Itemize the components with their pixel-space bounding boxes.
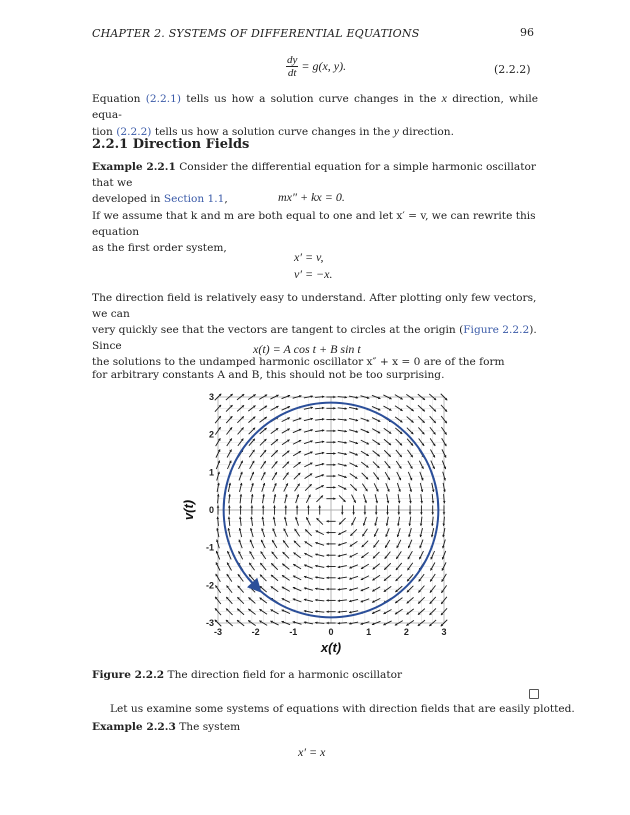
section-title: Direction Fields: [132, 137, 250, 152]
direction-arrow-head: [326, 543, 328, 546]
direction-arrow-head: [338, 622, 340, 625]
direction-arrow-head: [333, 407, 335, 410]
direction-arrow-head: [322, 395, 324, 398]
text-line: If we assume that k and m are both equal to one and let x′ = v, we can rewrite this equation: [92, 210, 536, 238]
text: Equation: [92, 93, 146, 105]
figure-link-2-2-2[interactable]: Figure 2.2.2: [463, 324, 530, 336]
direction-arrow-head: [217, 494, 220, 496]
math-var: y: [393, 124, 399, 138]
direction-arrow-head: [228, 517, 231, 519]
system-equation-1: x′ = v,: [294, 250, 324, 264]
direction-arrow-head: [228, 505, 231, 507]
y-tick-label: 0: [208, 505, 214, 515]
x-tick-label: 0: [328, 627, 334, 637]
equation-number: (2.2.2): [494, 63, 531, 76]
direction-arrow-head: [432, 501, 435, 503]
direction-arrow-head: [326, 531, 328, 534]
direction-arrow-head: [420, 524, 423, 526]
direction-arrow-head: [333, 497, 335, 500]
running-header-chapter: CHAPTER 2. SYSTEMS OF DIFFERENTIAL EQUATIONS: [92, 27, 420, 40]
example-2-2-3: [92, 719, 240, 735]
system-equation-2: v′ = −x.: [294, 267, 333, 281]
y-tick-label: 3: [208, 392, 214, 402]
text: The system: [175, 721, 241, 733]
fraction-dy-dt: [286, 54, 298, 79]
direction-arrow-head: [326, 588, 328, 591]
direction-arrow-head: [217, 505, 220, 507]
direction-arrow-head: [397, 512, 400, 514]
direction-arrow-head: [326, 576, 328, 579]
section-link-1-1[interactable]: Section 1.1: [163, 193, 225, 205]
direction-arrow-head: [315, 621, 317, 624]
direction-arrow-head: [333, 463, 335, 466]
direction-arrow-head: [409, 512, 412, 514]
direction-arrow-head: [262, 505, 265, 507]
direction-arrow-head: [341, 512, 344, 514]
x-tick-label: -3: [213, 627, 223, 637]
direction-arrow-head: [352, 512, 355, 514]
text: direction.: [398, 126, 454, 138]
direction-arrow-head: [364, 512, 367, 514]
direction-arrow-head: [333, 452, 335, 455]
equation-link-2-2-2[interactable]: (2.2.2): [116, 126, 152, 138]
direction-arrow-head: [333, 475, 335, 478]
first-order-system: [294, 249, 332, 283]
paragraph-examine-systems: Let us examine some systems of equations with direction fields that are easily plotted.: [110, 703, 575, 715]
direction-arrow-head: [326, 520, 328, 523]
direction-arrow-head: [307, 505, 310, 507]
fraction-denominator: dt: [287, 67, 297, 79]
x-tick-label: -2: [251, 627, 260, 637]
direction-arrow-head: [443, 501, 446, 503]
text: ,: [224, 193, 228, 205]
figure-label: Figure 2.2.2: [92, 669, 165, 681]
direction-arrow-head: [333, 430, 335, 433]
direction-arrow-head: [284, 505, 287, 507]
direction-arrow-head: [333, 396, 335, 399]
equation-link-2-2-1[interactable]: (2.2.1): [145, 93, 181, 105]
direction-arrow-head: [386, 512, 389, 514]
direction-arrow-head: [443, 512, 446, 514]
figure-caption: [92, 667, 402, 683]
direction-arrow-head: [322, 418, 324, 421]
paragraph-direction-field: [92, 290, 538, 370]
y-tick-label: -2: [205, 580, 214, 591]
paragraph-equation-explanation: [92, 90, 538, 140]
direction-arrow-head: [326, 599, 328, 602]
direction-arrow-head: [315, 599, 317, 602]
figure-caption-text: The direction field for a harmonic oscillator: [164, 669, 403, 681]
x-tick-label: -1: [289, 627, 298, 637]
text: ). Since: [92, 324, 537, 352]
direction-arrow-head: [375, 512, 378, 514]
equation-oscillator: mx″ + kx = 0.: [278, 190, 345, 204]
text: developed in: [92, 193, 164, 205]
direction-arrow-head: [326, 554, 328, 557]
text: tion: [92, 126, 117, 138]
direction-arrow-head: [239, 505, 242, 507]
general-solution: x(t) = A cos t + B sin t: [253, 342, 361, 356]
direction-arrow-head: [345, 419, 347, 422]
direction-arrow-head: [326, 622, 328, 625]
math-var: x: [441, 91, 447, 105]
direction-arrow-head: [216, 517, 219, 519]
direction-arrow-head: [338, 599, 340, 602]
text: direction, while equa-: [92, 93, 538, 121]
text: Consider the differential equation for a simple harmonic oscillator that we: [92, 161, 536, 189]
text-line: The direction field is relatively easy to understand. After plotting only few vectors, we can: [92, 292, 537, 320]
equation-dy-dt: [286, 54, 346, 79]
equation-x-prime: x′ = x: [298, 745, 326, 759]
direction-arrow-head: [420, 512, 423, 514]
direction-arrow-head: [345, 396, 347, 399]
direction-arrow-head: [318, 505, 321, 507]
direction-arrow-head: [322, 407, 324, 410]
direction-arrow-head: [333, 486, 335, 489]
equation-rhs: = g(x, y).: [301, 59, 347, 73]
direction-arrow-head: [273, 505, 276, 507]
direction-arrow-head: [296, 505, 299, 507]
direction-field-plot: [180, 388, 455, 658]
text: tells us how a solution curve changes in the: [151, 126, 394, 138]
direction-arrow-head: [431, 524, 434, 526]
direction-arrow-head: [345, 407, 347, 410]
example-label: Example 2.2.3: [92, 721, 176, 733]
direction-arrow-head: [251, 505, 254, 507]
direction-arrow-head: [315, 610, 317, 613]
direction-arrow-head: [228, 494, 231, 496]
direction-arrow-head: [338, 611, 340, 614]
end-of-example-box: [529, 689, 539, 699]
section-heading: [92, 137, 249, 152]
direction-arrow-head: [431, 512, 434, 514]
direction-arrow-head: [333, 418, 335, 421]
direction-arrow-head: [442, 524, 445, 526]
text-line: as the first order system,: [92, 242, 227, 254]
y-tick-label: -3: [205, 618, 214, 628]
text: tells us how a solution curve changes in the: [180, 93, 442, 105]
text: very quickly see that the vectors are tangent to circles at the origin (: [92, 324, 464, 336]
y-tick-label: 2: [208, 429, 214, 440]
direction-arrow-head: [326, 610, 328, 613]
y-axis-label: v(t): [181, 499, 196, 521]
page-number: 96: [520, 26, 534, 39]
y-tick-label: -1: [205, 542, 214, 553]
fraction-numerator: dy: [287, 54, 298, 66]
section-number: 2.2.1: [92, 137, 129, 152]
text-line: the solutions to the undamped harmonic oscillator x″ + x = 0 are of the form: [92, 356, 505, 368]
example-label: Example 2.2.1: [92, 161, 176, 173]
y-tick-label: 1: [208, 467, 214, 478]
direction-arrow-head: [240, 494, 243, 496]
paragraph-arbitrary-constants: for arbitrary constants A and B, this should not be too surprising.: [92, 369, 445, 381]
x-tick-label: 3: [441, 627, 447, 637]
x-tick-label: 2: [403, 627, 409, 637]
direction-arrow-head: [326, 565, 328, 568]
x-tick-label: 1: [366, 627, 372, 637]
direction-arrow-head: [239, 517, 242, 519]
direction-arrow-head: [333, 441, 335, 444]
direction-arrow-head: [420, 501, 423, 503]
x-axis-label: x(t): [320, 640, 342, 655]
